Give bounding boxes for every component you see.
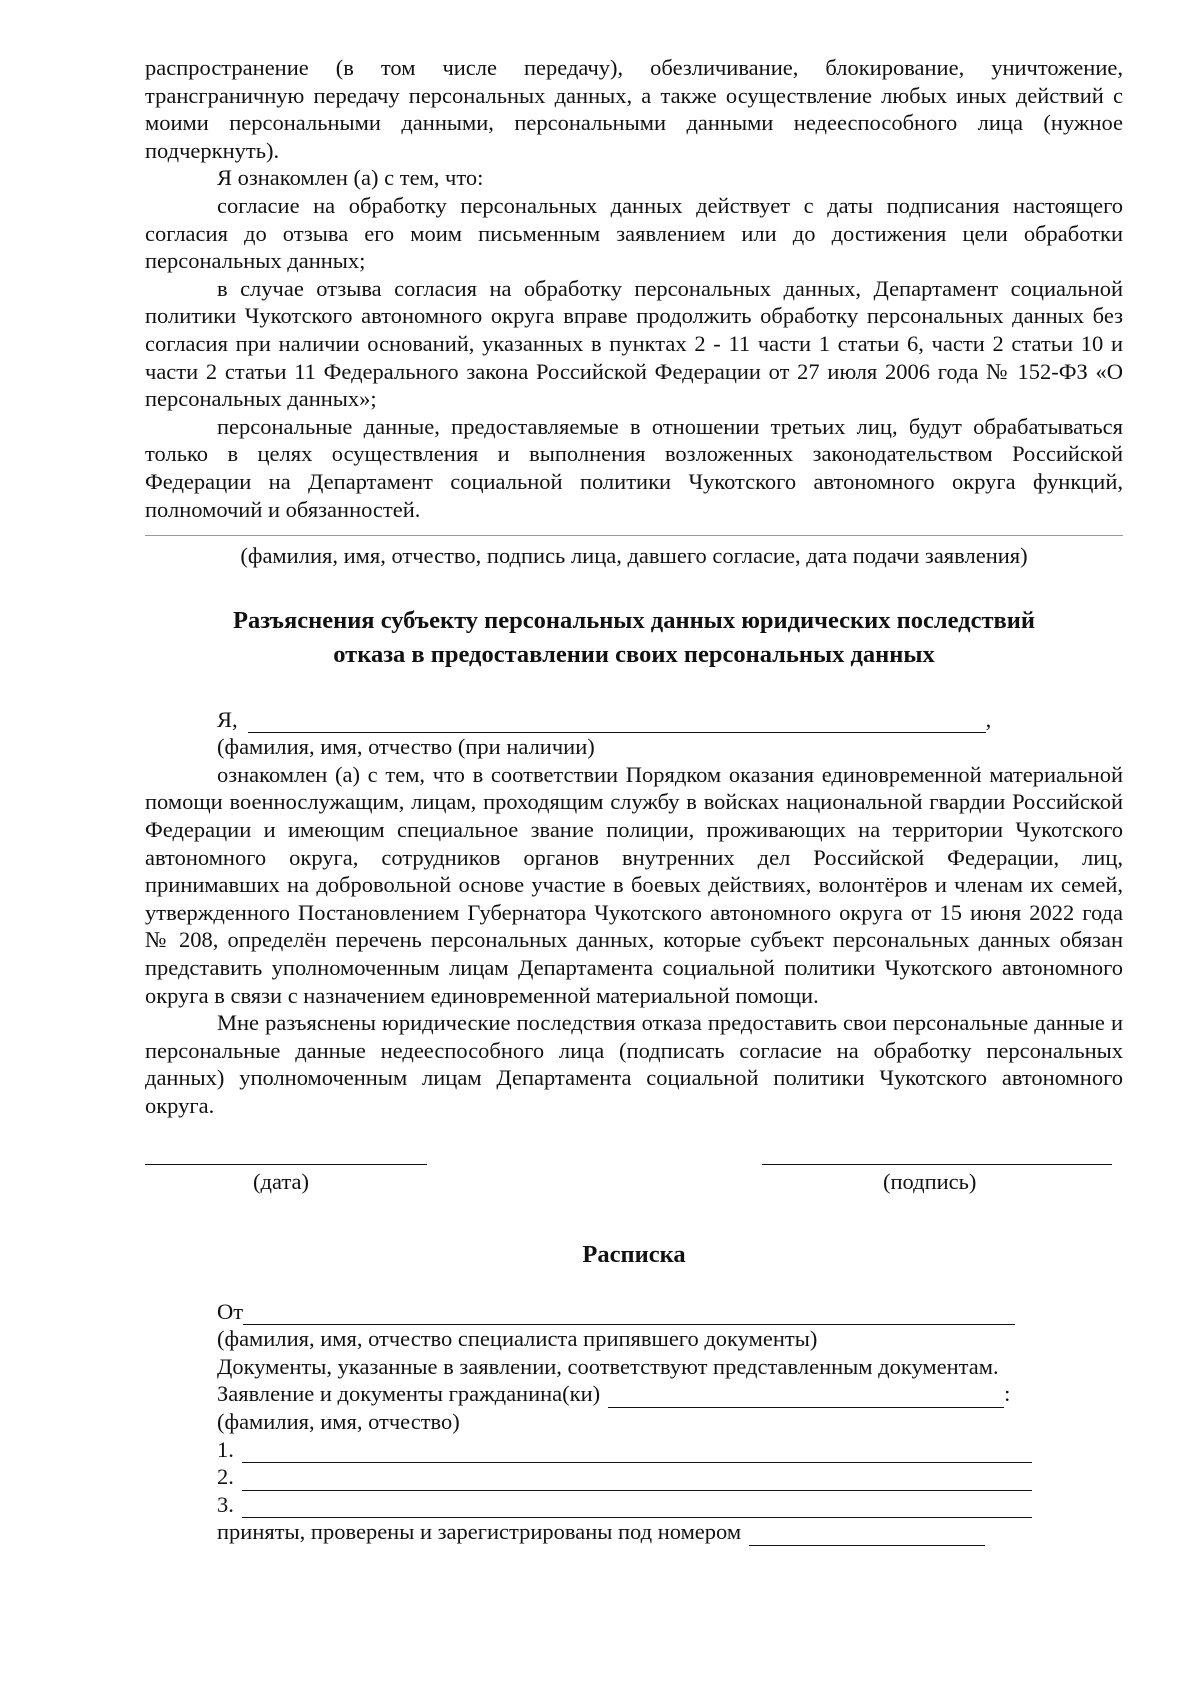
receipt-from-row bbox=[217, 1298, 1123, 1326]
name-caption: (фамилия, имя, отчество (при наличии) bbox=[217, 734, 595, 760]
receipt-item-3 bbox=[217, 1491, 1123, 1519]
consent-signature-line[interactable] bbox=[145, 535, 1123, 536]
ya-comma: , bbox=[985, 706, 992, 732]
ya-label: Я, bbox=[217, 706, 238, 732]
receipt-registered-label: приняты, проверены и зарегистрированы под номером bbox=[217, 1519, 742, 1545]
receipt-from-label: От bbox=[217, 1298, 244, 1324]
receipt-specialist-caption: (фамилия, имя, отчество специалиста припявшего документы) bbox=[217, 1326, 818, 1352]
date-caption: (дата) bbox=[253, 1168, 309, 1194]
explanation-title-line-1: Разъяснения субъекту персональных данных юридических последствий bbox=[233, 606, 1035, 634]
receipt-registered-line[interactable] bbox=[749, 1525, 985, 1546]
receipt-from-line[interactable] bbox=[243, 1304, 1015, 1325]
signature-line[interactable] bbox=[762, 1164, 1112, 1165]
consent-paragraph-5: персональные данные, предоставляемые в отношении третьих лиц, будут обрабатываться только в целях осуществления и выполнения возложенных законодательством Российской Федерации на Департамент социальной политики Чукотского автономного округа функций, полномочий и обязанностей. bbox=[145, 413, 1123, 522]
consent-paragraph-4: в случае отзыва согласия на обработку персональных данных, Департамент социальной политики Чукотского автономного округа вправе продолжить обработку персональных данных без согласия при наличии оснований, указанных в пунктах 2 - 11 части 1 статьи 6, части 2 статьи 10 и части 2 статьи 11 Федерального закона Российской Федерации от 27 июля 2006 года № 152-ФЗ «О персональных данных»; bbox=[145, 275, 1123, 412]
receipt-title: Расписка bbox=[582, 1240, 686, 1268]
receipt-citizen-row bbox=[217, 1380, 1123, 1408]
consent-paragraph-1: распространение (в том числе передачу), обезличивание, блокирование, уничтожение, трансграничную передачу персональных данных, а также осуществление любых иных действий с моими персональными данными, персональными данными недееспособного лица (нужное подчеркнуть). bbox=[145, 55, 1123, 163]
receipt-citizen-caption: (фамилия, имя, отчество) bbox=[217, 1408, 460, 1434]
receipt-citizen-label: Заявление и документы гражданина(ки) bbox=[217, 1381, 601, 1407]
receipt-registered-row bbox=[217, 1518, 1123, 1546]
receipt-item-1 bbox=[217, 1436, 1123, 1464]
name-blank-line[interactable] bbox=[248, 710, 986, 733]
consent-signature-caption: (фамилия, имя, отчество, подпись лица, давшего согласие, дата подачи заявления) bbox=[240, 543, 1028, 569]
receipt-item-1-number: 1. bbox=[217, 1436, 234, 1462]
explanation-title bbox=[145, 604, 1123, 672]
receipt-item-2-line[interactable] bbox=[242, 1470, 1032, 1491]
receipt-docs-match: Документы, указанные в заявлении, соответствуют представленным документам. bbox=[217, 1353, 999, 1379]
document-page bbox=[145, 54, 1123, 1546]
date-line[interactable] bbox=[145, 1164, 427, 1165]
receipt-item-2-number: 2. bbox=[217, 1464, 234, 1490]
consent-paragraph-3: согласие на обработку персональных данных действует с даты подписания настоящего согласия до отзыва его моим письменным заявлением или до достижения цели обработки персональных данных; bbox=[145, 192, 1123, 274]
receipt-citizen-colon: : bbox=[1004, 1381, 1011, 1407]
receipt-item-3-line[interactable] bbox=[242, 1497, 1032, 1518]
consent-paragraph-2: Я ознакомлен (а) с тем, что: bbox=[217, 165, 484, 191]
name-fill-row bbox=[145, 706, 1123, 734]
receipt-citizen-line[interactable] bbox=[608, 1387, 1004, 1408]
date-signature-block bbox=[145, 1164, 1123, 1234]
explanation-paragraph-2: Мне разъяснены юридические последствия отказа предоставить свои персональные данные и персональные данные недееспособного лица (подписать согласие на обработку персональных данных) уполномоченным лицам Департамента социальной политики Чукотского автономного округа. bbox=[145, 1010, 1123, 1118]
explanation-paragraph-1: ознакомлен (а) с тем, что в соответствии Порядком оказания единовременной материальной помощи военнослужащим, лицам, проходящим службу в войсках национальной гвардии Российской Федерации и имеющим специальное звание полиции, проживающих на территории Чукотского автономного округа, сотрудников органов внутренних дел Российской Федерации, лиц, принимавших на добровольной основе участие в боевых действиях, волонтёров и членам их семей, утвержденного Постановлением Губернатора Чукотского автономного округа от 15 июня 2022 года № 208, определён перечень персональных данных, которые субъект персональных данных обязан представить уполномоченным лицам Департамента социальной политики Чукотского автономного округа в связи с назначением единовременной материальной помощи. bbox=[145, 761, 1123, 1008]
explanation-title-line-2: отказа в предоставлении своих персональных данных bbox=[333, 640, 935, 668]
receipt-block bbox=[145, 1298, 1123, 1546]
signature-caption: (подпись) bbox=[883, 1168, 977, 1194]
receipt-item-3-number: 3. bbox=[217, 1491, 234, 1517]
receipt-item-1-line[interactable] bbox=[242, 1442, 1032, 1463]
receipt-item-2 bbox=[217, 1463, 1123, 1491]
